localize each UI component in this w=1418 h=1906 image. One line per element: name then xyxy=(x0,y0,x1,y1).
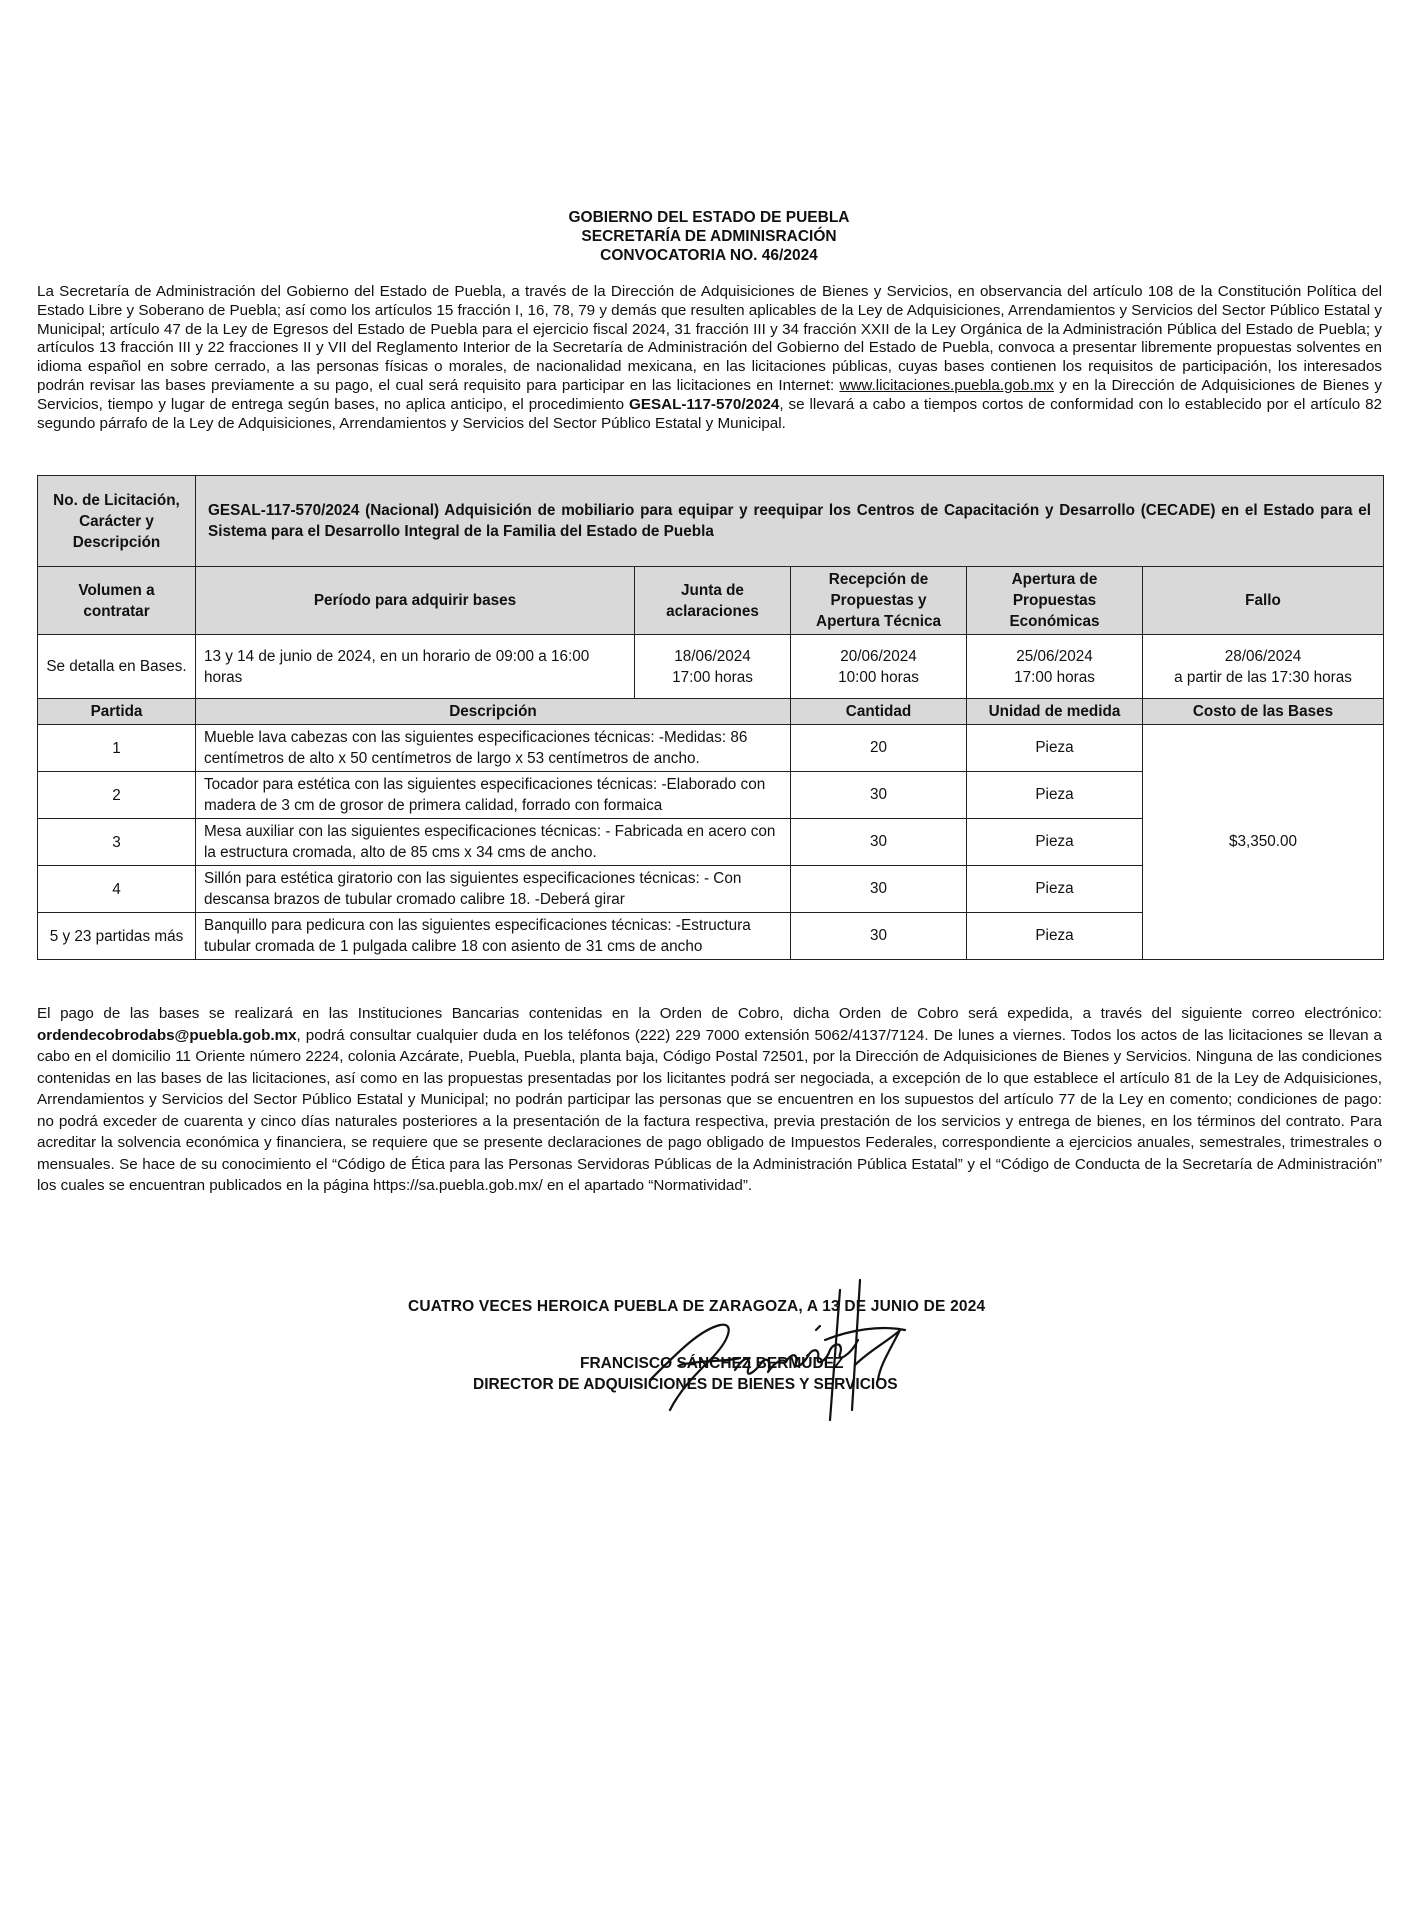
licitacion-description: GESAL-117-570/2024 (Nacional) Adquisición de mobiliario para equipar y reequipar los Centros de Capacitación y Desarrollo (CECADE) en el Estado para el Sistema para el Desarrollo Integral de la Familia del Estado de Puebla xyxy=(196,476,1384,567)
licitacion-row xyxy=(38,476,1384,567)
unidad-cell: Pieza xyxy=(967,772,1143,819)
partida-cell: 3 xyxy=(38,819,196,866)
cantidad-cell: 30 xyxy=(791,866,967,913)
junta-header: Junta de aclaraciones xyxy=(635,567,791,635)
partida-cell: 4 xyxy=(38,866,196,913)
descripcion-header: Descripción xyxy=(196,699,791,725)
schedule-header-row xyxy=(38,567,1384,635)
document-header xyxy=(0,208,1418,265)
payment-paragraph xyxy=(37,1003,1382,1197)
descripcion-cell: Banquillo para pedicura con las siguientes especificaciones técnicas: -Estructura tubular cromada de 1 pulgada calibre 18 con asiento de 31 cms de ancho xyxy=(196,913,791,960)
intro-text-1: La Secretaría de Administración del Gobierno del Estado de Puebla, a través de la Dirección de Adquisiciones de Bienes y Servicios, en observancia del artículo 108 de la Constitución Política del Estado Libre y Soberano de Puebla; así como los artículos 15 fracción I, 16, 78, 79 y demás que resulten aplicables de la Ley de Adquisiciones, Arrendamientos y Servicios del Sector Público Estatal y Municipal; artículo 47 de la Ley de Egresos del Estado de Puebla para el ejercicio fiscal 2024, 31 fracción III y 34 fracción XXII de la Ley Orgánica de la Administración Pública del Estado de Puebla; y artículos 13 fracción III y 22 fracciones II y VII del Reglamento Interior de la Secretaría de Administración del Gobierno del Estado de Puebla, convoca a presentar libremente propuestas solventes en idioma español en sobre cerrado, a las personas físicas o morales, de nacionalidad mexicana, en las licitaciones públicas, cuyas bases contienen los requisitos de participación, los interesados podrán revisar las bases previamente a su pago, el cual será requisito para participar en las licitaciones en Internet: xyxy=(37,283,1382,394)
header-secretariat: SECRETARÍA DE ADMINISRACIÓN xyxy=(581,228,837,245)
recepcion-date: 20/06/2024 xyxy=(840,647,917,665)
volumen-header: Volumen a contratar xyxy=(38,567,196,635)
unidad-cell: Pieza xyxy=(967,819,1143,866)
items-header-row xyxy=(38,699,1384,725)
costo-cell: $3,350.00 xyxy=(1143,725,1384,960)
cantidad-cell: 20 xyxy=(791,725,967,772)
handwritten-signature xyxy=(640,1270,920,1450)
recepcion-time: 10:00 horas xyxy=(838,668,919,686)
cantidad-cell: 30 xyxy=(791,772,967,819)
apertura-header: Apertura de Propuestas Económicas xyxy=(967,567,1143,635)
junta-date: 18/06/2024 xyxy=(674,647,751,665)
schedule-values-row xyxy=(38,635,1384,699)
procedure-number: GESAL-117-570/2024 xyxy=(629,395,780,413)
unidad-cell: Pieza xyxy=(967,866,1143,913)
unidad-cell: Pieza xyxy=(967,913,1143,960)
volumen-value: Se detalla en Bases. xyxy=(38,635,196,699)
descripcion-cell: Sillón para estética giratorio con las siguientes especificaciones técnicas: - Con descansa brazos de tubular cromado calibre 18. -Deberá girar xyxy=(196,866,791,913)
signatory-name: FRANCISCO SÁNCHEZ BERMÚDEZ xyxy=(580,1355,844,1372)
payment-text-1: El pago de las bases se realizará en las Instituciones Bancarias contenidas en la Orden de Cobro, dicha Orden de Cobro será expedida, a través del siguiente correo electrónico: xyxy=(37,1005,1382,1022)
intro-paragraph xyxy=(37,283,1382,433)
apertura-time: 17:00 horas xyxy=(1014,668,1095,686)
signatory-title: DIRECTOR DE ADQUISICIONES DE BIENES Y SERVICIOS xyxy=(473,1376,898,1393)
fallo-header: Fallo xyxy=(1143,567,1384,635)
apertura-value xyxy=(967,635,1143,699)
fallo-time: a partir de las 17:30 horas xyxy=(1174,668,1352,686)
header-government: GOBIERNO DEL ESTADO DE PUEBLA xyxy=(568,209,850,226)
cantidad-cell: 30 xyxy=(791,913,967,960)
apertura-date: 25/06/2024 xyxy=(1016,647,1093,665)
licitaciones-link[interactable]: www.licitaciones.puebla.gob.mx xyxy=(839,376,1054,394)
payment-text-2: , podrá consultar cualquier duda en los teléfonos (222) 229 7000 extensión 5062/4137/7124. De lunes a viernes. Todos los actos de las licitaciones se llevan a cabo en el domicilio 11 Oriente número 2224, colonia Azcárate, Puebla, Puebla, planta baja, Código Postal 72501, por la Dirección de Adquisiciones de Bienes y Servicios. Ninguna de las condiciones contenidas en las bases de las licitaciones, así como en las propuestas presentadas por los licitantes podrá ser negociada, a excepción de lo que establece el artículo 81 de la Ley de Adquisiciones, Arrendamientos y Servicios del Sector Público Estatal y Municipal; no podrán participar las personas que se encuentren en los supuestos del artículo 77 de la Ley en comento; condiciones de pago: no podrá exceder de cuarenta y cinco días naturales posteriores a la presentación de la factura respectiva, previa prestación de los servicios y entrega de bienes, en los términos del contrato. Para acreditar la solvencia económica y financiera, se requiere que se presente declaraciones de pago obligado de Impuestos Federales, correspondiente a ejercicios anuales, semestrales, trimestrales o mensuales. Se hace de su conocimiento el “Código de Ética para las Personas Servidoras Públicas de la Administración Pública Estatal” y el “Código de Conducta de la Secretaría de Administración” los cuales se encuentran publicados en la página https://sa.puebla.gob.mx/ en el apartado “Normatividad”. xyxy=(37,1026,1382,1194)
no-licitacion-label: No. de Licitación, Carácter y Descripción xyxy=(38,476,196,567)
table-row xyxy=(38,725,1384,772)
costo-header: Costo de las Bases xyxy=(1143,699,1384,725)
periodo-header: Período para adquirir bases xyxy=(196,567,635,635)
descripcion-cell: Mesa auxiliar con las siguientes especificaciones técnicas: - Fabricada en acero con la estructura cromada, alto de 85 cms x 34 cms de ancho. xyxy=(196,819,791,866)
recepcion-header: Recepción de Propuestas y Apertura Técnica xyxy=(791,567,967,635)
partida-cell: 2 xyxy=(38,772,196,819)
descripcion-cell: Tocador para estética con las siguientes especificaciones técnicas: -Elaborado con madera de 3 cm de grosor de primera calidad, forrado con formaica xyxy=(196,772,791,819)
intro-text-2: y en la Dirección de Adquisiciones de Bienes y Servicios, tiempo y lugar de entrega según bases, no aplica anticipo, el procedimiento xyxy=(37,376,1383,413)
recepcion-value xyxy=(791,635,967,699)
payment-email: ordendecobrodabs@puebla.gob.mx xyxy=(37,1026,297,1044)
cantidad-cell: 30 xyxy=(791,819,967,866)
junta-value xyxy=(635,635,791,699)
header-convocatoria: CONVOCATORIA NO. 46/2024 xyxy=(600,247,818,264)
partida-header: Partida xyxy=(38,699,196,725)
periodo-value: 13 y 14 de junio de 2024, en un horario de 09:00 a 16:00 horas xyxy=(196,635,635,699)
unidad-header: Unidad de medida xyxy=(967,699,1143,725)
fallo-value xyxy=(1143,635,1384,699)
junta-time: 17:00 horas xyxy=(672,668,753,686)
unidad-cell: Pieza xyxy=(967,725,1143,772)
intro-text-3: , se llevará a cabo a tiempos cortos de conformidad con lo establecido por el artículo 82 segundo párrafo de la Ley de Adquisiciones, Arrendamientos y Servicios del Sector Público Estatal y Municipal. xyxy=(37,395,1382,432)
signature-city-date: CUATRO VECES HEROICA PUEBLA DE ZARAGOZA, A 13 DE JUNIO DE 2024 xyxy=(408,1298,986,1315)
fallo-date: 28/06/2024 xyxy=(1224,647,1302,665)
licitacion-table xyxy=(37,475,1384,960)
descripcion-cell: Mueble lava cabezas con las siguientes especificaciones técnicas: -Medidas: 86 centímetros de alto x 50 centímetros de largo x 53 centímetros de ancho. xyxy=(196,725,791,772)
partida-cell: 5 y 23 partidas más xyxy=(38,913,196,960)
partida-cell: 1 xyxy=(38,725,196,772)
cantidad-header: Cantidad xyxy=(791,699,967,725)
